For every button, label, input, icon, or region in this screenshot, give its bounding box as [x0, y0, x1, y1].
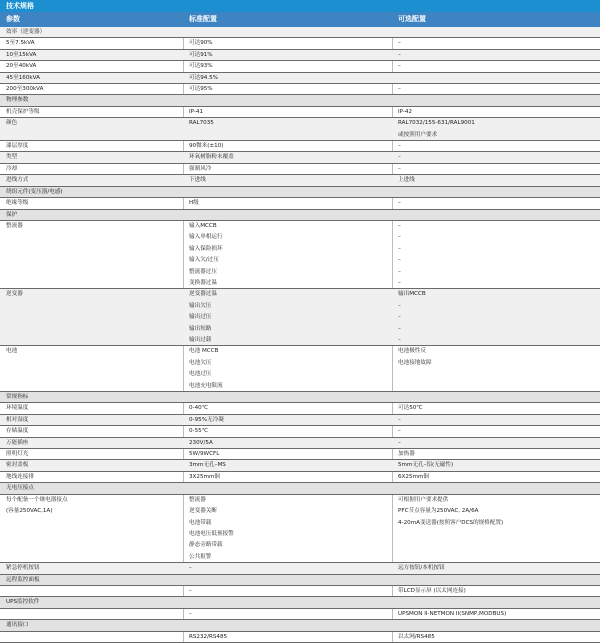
table-row: [0, 609, 600, 620]
cell-text: 密封盖板: [6, 462, 29, 469]
table-row: [0, 426, 600, 437]
standard-cell: [189, 483, 389, 494]
parameter-cell: [6, 392, 176, 403]
cell-text: 整流器: [6, 222, 23, 229]
parameter-cell: [6, 38, 176, 49]
section-row: [0, 483, 600, 494]
standard-cell: [189, 289, 389, 346]
cell-text: –: [398, 234, 401, 241]
cell-text: –: [398, 63, 401, 70]
cell-text: 万能插座: [6, 439, 29, 446]
cell-text: 逆变器过温: [189, 291, 217, 298]
cell-text: –: [398, 200, 401, 207]
cell-text: 3X25mm铜: [189, 473, 221, 480]
table-row: [0, 460, 600, 471]
standard-cell: [189, 152, 389, 163]
spec-title: 技术规格: [0, 0, 600, 12]
cell-text: 地线连接排: [6, 473, 34, 480]
parameter-cell: [6, 460, 176, 471]
parameter-cell: [6, 152, 176, 163]
parameter-cell: [6, 107, 176, 118]
parameter-cell: [6, 609, 176, 620]
standard-cell: [189, 27, 389, 38]
cell-text: 效率（逆变器）: [6, 29, 46, 35]
table-row: [0, 118, 600, 141]
cell-text: 可达95%: [189, 86, 213, 93]
cell-text: 电池极性反: [398, 348, 426, 355]
cell-text: 逆变器关断: [189, 508, 217, 515]
table-row: [0, 472, 600, 483]
standard-cell: [189, 118, 389, 141]
standard-cell: [189, 141, 389, 152]
parameter-cell: [6, 620, 176, 631]
optional-cell: [398, 597, 598, 608]
optional-cell: [398, 575, 598, 586]
standard-cell: [189, 95, 389, 106]
cell-text: 10至15kVA: [6, 51, 37, 58]
cell-text: 输入保险损坏: [189, 245, 223, 252]
optional-cell: [398, 483, 598, 494]
standard-cell: [189, 460, 389, 471]
cell-text: 绕组元件(变压器/电感): [6, 188, 63, 195]
cell-text: 加热器: [398, 451, 415, 458]
parameter-cell: [6, 141, 176, 152]
optional-cell: [398, 175, 598, 186]
cell-text: 紧急停机按钮: [6, 565, 40, 572]
section-row: [0, 187, 600, 198]
parameter-cell: [6, 221, 176, 289]
cell-text: 保护: [6, 211, 18, 218]
optional-cell: [398, 403, 598, 414]
cell-text: –: [398, 154, 401, 161]
table-row: [0, 632, 600, 643]
cell-text: 电池过压: [189, 371, 212, 378]
standard-cell: [189, 575, 389, 586]
standard-cell: [189, 84, 389, 95]
cell-text: –: [398, 325, 401, 332]
optional-cell: [398, 118, 598, 141]
parameter-cell: [6, 118, 176, 141]
cell-text: 强制风冷: [189, 165, 212, 172]
cell-text: (容量250VAC,1A): [6, 508, 53, 515]
optional-cell: [398, 38, 598, 49]
optional-cell: [398, 289, 598, 346]
optional-cell: [398, 27, 598, 38]
parameter-cell: [6, 175, 176, 186]
standard-cell: [189, 620, 389, 631]
cell-text: –: [189, 565, 192, 572]
optional-cell: [398, 438, 598, 449]
table-row: [0, 164, 600, 175]
cell-text: –: [398, 257, 401, 264]
section-row: [0, 597, 600, 608]
standard-cell: [189, 346, 389, 392]
table-row: [0, 50, 600, 61]
cell-text: 可达94.5%: [189, 74, 218, 81]
cell-text: 0-55℃: [189, 428, 208, 435]
parameter-cell: [6, 210, 176, 221]
section-row: [0, 620, 600, 631]
cell-text: 电池带载: [189, 519, 212, 526]
optional-cell: [398, 563, 598, 574]
optional-cell: [398, 415, 598, 426]
cell-text: –: [398, 416, 401, 423]
table-row: [0, 449, 600, 460]
cell-text: –: [398, 40, 401, 47]
cell-text: 远程监控面板: [6, 576, 40, 583]
cell-text: RAL7035: [189, 120, 214, 127]
header-parameter: 参数: [6, 15, 20, 23]
optional-cell: [398, 620, 598, 631]
parameter-cell: [6, 438, 176, 449]
parameter-cell: [6, 403, 176, 414]
table-row: [0, 221, 600, 289]
cell-text: UPSMON II-NETMON II(SNMP,MODBUS): [398, 610, 507, 617]
table-row: [0, 346, 600, 392]
cell-text: 输入单相运行: [189, 234, 223, 241]
table-row: [0, 141, 600, 152]
table-row: [0, 495, 600, 563]
cell-text: 电池接地故障: [398, 359, 432, 366]
section-row: [0, 95, 600, 106]
cell-text: –: [398, 336, 401, 343]
table-row: [0, 586, 600, 597]
parameter-cell: [6, 164, 176, 175]
standard-cell: [189, 632, 389, 643]
table-row: [0, 61, 600, 72]
cell-text: –: [398, 428, 401, 435]
cell-text: –: [398, 86, 401, 93]
parameter-cell: [6, 426, 176, 437]
standard-cell: [189, 198, 389, 209]
cell-text: 逆变器: [6, 291, 23, 298]
cell-text: –: [398, 165, 401, 172]
cell-text: 可达91%: [189, 51, 213, 58]
cell-text: 存储温度: [6, 428, 29, 435]
parameter-cell: [6, 449, 176, 460]
standard-cell: [189, 415, 389, 426]
table-row: [0, 438, 600, 449]
cell-text: 照明灯光: [6, 451, 29, 458]
cell-text: –: [398, 143, 401, 150]
parameter-cell: [6, 187, 176, 198]
cell-text: 输出短路: [189, 325, 212, 332]
table-row: [0, 403, 600, 414]
parameter-cell: [6, 61, 176, 72]
parameter-cell: [6, 597, 176, 608]
cell-text: 0-95%无冷凝: [189, 416, 224, 423]
cell-text: 静态旁路带载: [189, 542, 223, 549]
standard-cell: [189, 73, 389, 84]
cell-text: –: [398, 302, 401, 309]
parameter-cell: [6, 495, 176, 563]
cell-text: 电池 MCCB: [189, 348, 219, 355]
cell-text: 可达93%: [189, 63, 213, 70]
standard-cell: [189, 50, 389, 61]
parameter-cell: [6, 632, 176, 643]
cell-text: IP-41: [189, 108, 204, 115]
cell-text: IP-42: [398, 108, 413, 115]
cell-text: 可达90%: [189, 40, 213, 47]
section-row: [0, 575, 600, 586]
standard-cell: [189, 210, 389, 221]
cell-text: –: [398, 51, 401, 58]
optional-cell: [398, 472, 598, 483]
standard-cell: [189, 438, 389, 449]
optional-cell: [398, 449, 598, 460]
standard-cell: [189, 61, 389, 72]
cell-text: –: [398, 314, 401, 321]
cell-text: 4-20mA变送器(按照客户DCS的规格配置): [398, 519, 504, 526]
cell-text: 输入欠/过压: [189, 257, 219, 264]
cell-text: –: [398, 222, 401, 229]
cell-text: 绝缘等级: [6, 200, 29, 207]
cell-text: 6X25mm铜: [398, 473, 430, 480]
cell-text: –: [189, 610, 192, 617]
cell-text: RAL7032/155-631/RAL9001: [398, 120, 475, 127]
standard-cell: [189, 38, 389, 49]
cell-text: 0-40℃: [189, 405, 208, 412]
cell-text: PFC节点容量为250VAC, 2A/6A: [398, 508, 479, 515]
standard-cell: [189, 586, 389, 597]
cell-text: 变换器过温: [189, 279, 217, 286]
standard-cell: [189, 563, 389, 574]
table-row: [0, 175, 600, 186]
cell-text: 90微米(±10): [189, 143, 224, 150]
table-row: [0, 38, 600, 49]
section-row: [0, 392, 600, 403]
optional-cell: [398, 73, 598, 84]
optional-cell: [398, 152, 598, 163]
cell-text: 200至300kVA: [6, 86, 44, 93]
cell-text: 45至160kVA: [6, 74, 40, 81]
cell-text: 输入MCCB: [189, 222, 217, 229]
cell-text: 常规指标: [6, 394, 29, 401]
parameter-cell: [6, 483, 176, 494]
table-row: [0, 563, 600, 574]
table-row: [0, 415, 600, 426]
standard-cell: [189, 392, 389, 403]
cell-text: 环氧树脂粉末覆盖: [189, 154, 234, 161]
standard-cell: [189, 472, 389, 483]
optional-cell: [398, 586, 598, 597]
optional-cell: [398, 198, 598, 209]
cell-text: 5至7.5kVA: [6, 40, 35, 47]
header-optional: 可选配置: [398, 15, 426, 23]
cell-text: 5mm无孔–铝(无磁性): [398, 462, 454, 469]
table-row: [0, 73, 600, 84]
cell-text: 通讯接口: [6, 622, 29, 629]
optional-cell: [398, 187, 598, 198]
cell-text: 类型: [6, 154, 18, 161]
parameter-cell: [6, 289, 176, 346]
cell-text: 输出MCCB: [398, 291, 426, 298]
cell-text: 电池: [6, 348, 18, 355]
cell-text: 或按照用户要求: [398, 131, 438, 138]
cell-text: 20至40kVA: [6, 63, 37, 70]
optional-cell: [398, 210, 598, 221]
cell-text: 230V/5A: [189, 439, 213, 446]
cell-text: 整流器: [189, 496, 206, 503]
optional-cell: [398, 392, 598, 403]
table-row: [0, 198, 600, 209]
optional-cell: [398, 460, 598, 471]
cell-text: –: [398, 268, 401, 275]
standard-cell: [189, 495, 389, 563]
cell-text: 输出欠压: [189, 302, 212, 309]
optional-cell: [398, 84, 598, 95]
parameter-cell: [6, 95, 176, 106]
cell-text: 相对湿度: [6, 416, 29, 423]
standard-cell: [189, 426, 389, 437]
parameter-cell: [6, 198, 176, 209]
cell-text: 公共报警: [189, 553, 212, 560]
optional-cell: [398, 107, 598, 118]
cell-text: 进线方式: [6, 177, 29, 184]
table-row: [0, 107, 600, 118]
standard-cell: [189, 597, 389, 608]
header-standard: 标准配置: [189, 15, 217, 23]
optional-cell: [398, 426, 598, 437]
cell-text: 电池充电限流: [189, 382, 223, 389]
cell-text: 环境温度: [6, 405, 29, 412]
optional-cell: [398, 141, 598, 152]
cell-text: 输出过载: [189, 336, 212, 343]
table-row: [0, 152, 600, 163]
section-row: [0, 210, 600, 221]
parameter-cell: [6, 50, 176, 61]
cell-text: 冷却: [6, 165, 18, 172]
table-row: [0, 84, 600, 95]
standard-cell: [189, 164, 389, 175]
cell-text: 整流器过压: [189, 268, 217, 275]
cell-text: UPS监控软件: [6, 599, 40, 606]
cell-text: RS232/RS485: [189, 633, 228, 640]
cell-text: 电池电压低预报警: [189, 530, 234, 537]
cell-text: 无电压接点: [6, 485, 34, 492]
standard-cell: [189, 175, 389, 186]
standard-cell: [189, 609, 389, 620]
parameter-cell: [6, 415, 176, 426]
optional-cell: [398, 95, 598, 106]
cell-text: 物理参数: [6, 97, 29, 104]
cell-text: 5W/9WCFL: [189, 451, 220, 458]
cell-text: 漆层厚度: [6, 143, 29, 150]
optional-cell: [398, 50, 598, 61]
optional-cell: [398, 221, 598, 289]
cell-text: 颜色: [6, 120, 18, 127]
cell-text: 以太网/RS485: [398, 633, 435, 640]
cell-text: –: [398, 279, 401, 286]
cell-text: 每个配备一个继电器接点: [6, 496, 68, 503]
cell-text: 输出过压: [189, 314, 212, 321]
optional-cell: [398, 346, 598, 392]
standard-cell: [189, 187, 389, 198]
cell-text: H级: [189, 200, 199, 207]
optional-cell: [398, 495, 598, 563]
cell-text: 上进线: [398, 177, 415, 184]
parameter-cell: [6, 84, 176, 95]
parameter-cell: [6, 472, 176, 483]
cell-text: 下进线: [189, 177, 206, 184]
table-row: [0, 289, 600, 346]
parameter-cell: [6, 346, 176, 392]
optional-cell: [398, 61, 598, 72]
cell-text: 远方按钮/本机按钮: [398, 565, 445, 572]
cell-text: 带LCD显示屏 (以太网连接): [398, 587, 466, 594]
standard-cell: [189, 221, 389, 289]
cell-text: –: [398, 439, 401, 446]
cell-text: 可达50℃: [398, 405, 423, 412]
parameter-cell: [6, 563, 176, 574]
cell-text: 可根据用户要求提供: [398, 496, 449, 503]
standard-cell: [189, 449, 389, 460]
cell-text: –: [189, 587, 192, 594]
cell-text: 机壳保护等级: [6, 108, 40, 115]
parameter-cell: [6, 27, 176, 38]
cell-text: –: [398, 245, 401, 252]
parameter-cell: [6, 73, 176, 84]
parameter-cell: [6, 575, 176, 586]
standard-cell: [189, 107, 389, 118]
cell-text: 电池欠压: [189, 359, 212, 366]
cell-text: 3mm无孔–MS: [189, 462, 226, 469]
standard-cell: [189, 403, 389, 414]
table-row: [0, 27, 600, 38]
optional-cell: [398, 609, 598, 620]
optional-cell: [398, 632, 598, 643]
optional-cell: [398, 164, 598, 175]
table-header: [0, 12, 600, 27]
parameter-cell: [6, 586, 176, 597]
